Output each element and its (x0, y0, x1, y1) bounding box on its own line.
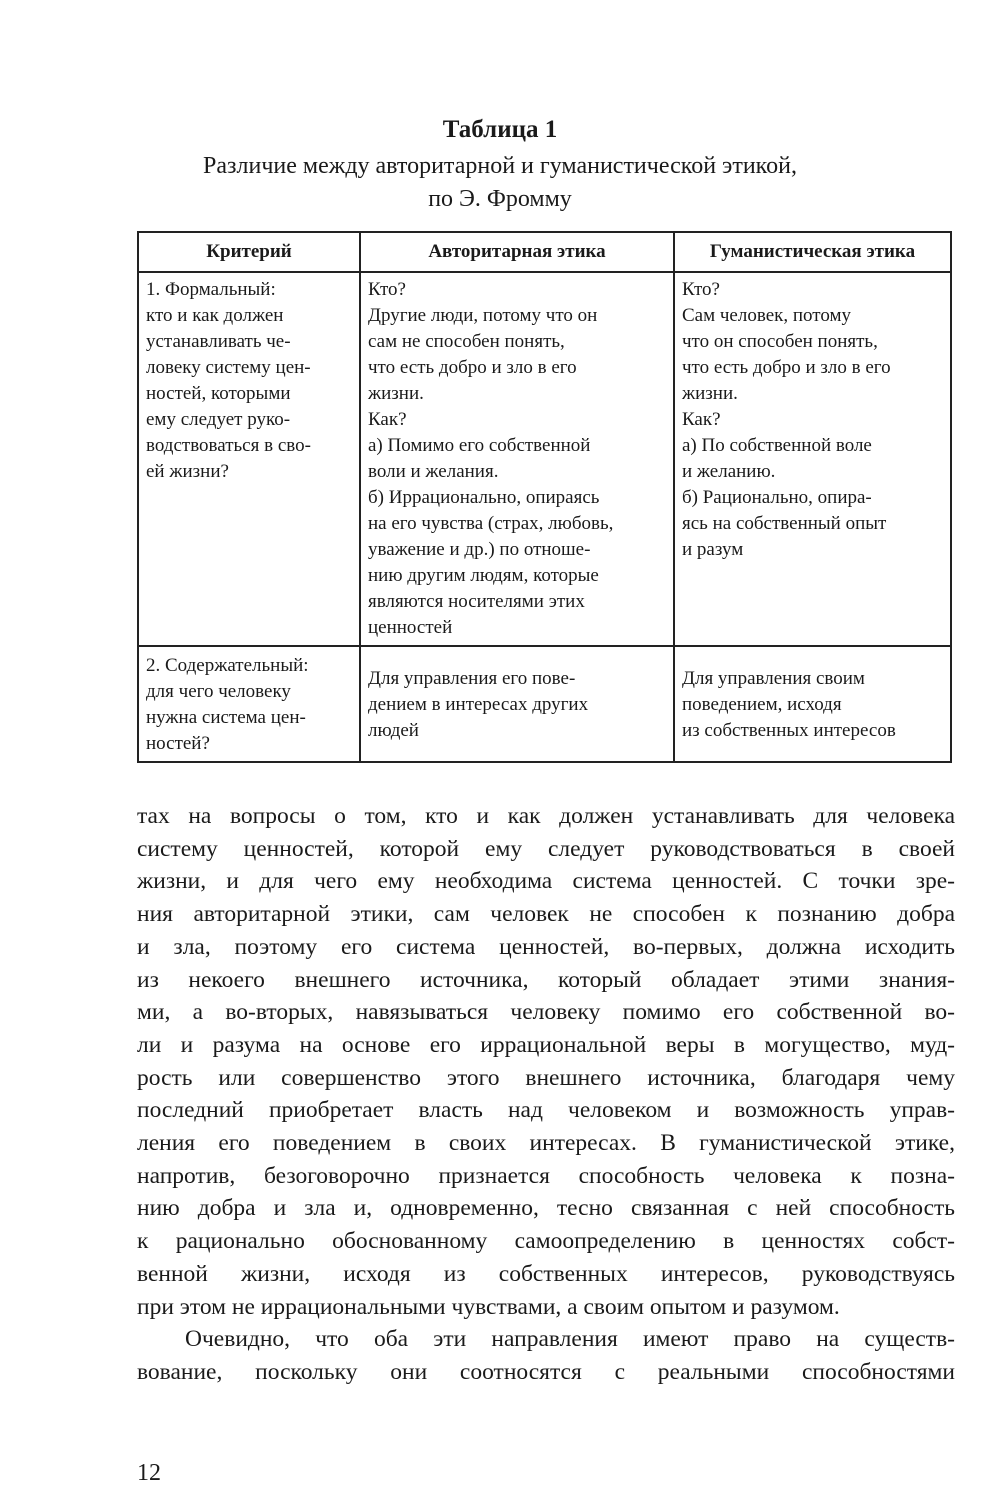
cell-line: ясь на собственный опыт (682, 513, 887, 534)
cell-line: ностей, которыми (146, 383, 291, 404)
cell-line: б) Рационально, опира- (682, 487, 872, 508)
body-line: нию добра и зла и, одновременно, тесно связанная с ней способность (137, 1195, 955, 1222)
body-line: последний приобретает власть над человеком и возможность управ- (137, 1097, 955, 1124)
table-caption (0, 150, 1000, 216)
body-line: тах на вопросы о том, кто и как должен устанавливать для человека (137, 803, 955, 829)
cell-line: Кто? (682, 279, 720, 300)
cell-line: что есть добро и зло в его (368, 357, 577, 378)
cell-line: на его чувства (страх, любовь, (368, 513, 614, 534)
cell-line: Кто? (368, 279, 406, 300)
comparison-table (137, 231, 952, 763)
cell-criterion (138, 272, 360, 646)
cell-line: а) По собственной воле (682, 435, 872, 456)
body-line: ления его поведением в своих интересах. В гуманистической этике, (137, 1130, 955, 1157)
cell-line: кто и как должен (146, 305, 284, 326)
cell-line: из собственных интересов (682, 720, 896, 741)
body-line: ли и разума на основе его иррациональной веры в могущество, муд- (137, 1031, 955, 1058)
cell-criterion (138, 646, 360, 762)
cell-line: водствоваться в сво- (146, 435, 311, 456)
cell-line: ему следует руко- (146, 409, 291, 430)
cell-line: для чего человеку (146, 681, 291, 702)
cell-line: являются носителями этих (368, 591, 585, 612)
cell-line: дением в интересах других (368, 694, 589, 715)
cell-line: и разум (682, 539, 744, 560)
header-authoritarian: Авторитарная этика (360, 232, 674, 272)
caption-line: Различие между авторитарной и гуманистической этикой, (203, 153, 797, 179)
body-line: из некоего внешнего источника, который обладает этими знания- (137, 966, 955, 993)
cell-line: б) Иррационально, опираясь (368, 487, 600, 508)
cell-line: уважение и др.) по отноше- (368, 539, 591, 560)
cell-line: Как? (368, 409, 407, 430)
cell-line: Другие люди, потому что он (368, 305, 598, 326)
body-line: к рационально обоснованному самоопределению в ценностях собст- (137, 1228, 955, 1255)
body-line: при этом не иррациональными чувствами, а своим опытом и разумом. (137, 1293, 840, 1320)
cell-line: ловеку систему цен- (146, 357, 311, 378)
header-humanistic: Гуманистическая этика (674, 232, 951, 272)
cell-line: жизни. (368, 383, 424, 404)
cell-line: а) Помимо его собственной (368, 435, 591, 456)
cell-authoritarian (360, 646, 674, 762)
cell-line: нужна система цен- (146, 707, 306, 728)
caption-line: по Э. Фромму (428, 186, 572, 212)
cell-line: 1. Формальный: (146, 279, 276, 300)
cell-line: жизни. (682, 383, 738, 404)
cell-humanistic (674, 646, 951, 762)
cell-line: устанавливать че- (146, 331, 291, 352)
cell-line: людей (368, 720, 419, 741)
table-title: Таблица 1 (442, 116, 558, 143)
cell-line: воли и желания. (368, 461, 499, 482)
cell-humanistic (674, 272, 951, 646)
body-line: напротив, безоговорочно признается способность человека к позна- (137, 1162, 955, 1189)
cell-line: сам не способен понять, (368, 331, 565, 352)
cell-line: что есть добро и зло в его (682, 357, 891, 378)
body-line: ми, а во-вторых, навязываться человеку помимо его собственной во- (137, 999, 955, 1026)
body-line: вование, поскольку они соотносятся с реальными способностями (137, 1358, 955, 1385)
cell-line: ей жизни? (146, 461, 229, 482)
body-text (137, 800, 955, 1389)
cell-line: Сам человек, потому (682, 305, 852, 326)
body-line: жизни, и для чего ему необходима система ценностей. С точки зре- (137, 868, 955, 895)
cell-line: нию другим людям, которые (368, 565, 599, 586)
cell-line: 2. Содержательный: (146, 655, 309, 676)
table-row (138, 272, 951, 646)
table-row (138, 646, 951, 762)
body-line: рость или совершенство этого внешнего источника, благодаря чему (137, 1064, 955, 1091)
body-line: систему ценностей, которой ему следует руководствоваться в своей (137, 835, 955, 862)
cell-line: Для управления своим (682, 668, 865, 689)
cell-line: Как? (682, 409, 721, 430)
table-header-row (138, 232, 951, 272)
body-line: венной жизни, исходя из собственных интересов, руководствуясь (137, 1260, 955, 1287)
header-criterion: Критерий (138, 232, 360, 272)
cell-line: ностей? (146, 733, 210, 754)
body-line: и зла, поэтому его система ценностей, во-первых, должна исходить (137, 933, 955, 960)
cell-line: что он способен понять, (682, 331, 878, 352)
page-number: 12 (137, 1460, 161, 1486)
cell-line: ценностей (368, 617, 453, 638)
cell-line: поведением, исходя (682, 694, 842, 715)
body-line: ния авторитарной этики, сам человек не способен к познанию добра (137, 901, 955, 928)
cell-authoritarian (360, 272, 674, 646)
cell-line: и желанию. (682, 461, 776, 482)
body-line: Очевидно, что оба эти направления имеют право на существ- (185, 1326, 955, 1353)
cell-line: Для управления его пове- (368, 668, 576, 689)
